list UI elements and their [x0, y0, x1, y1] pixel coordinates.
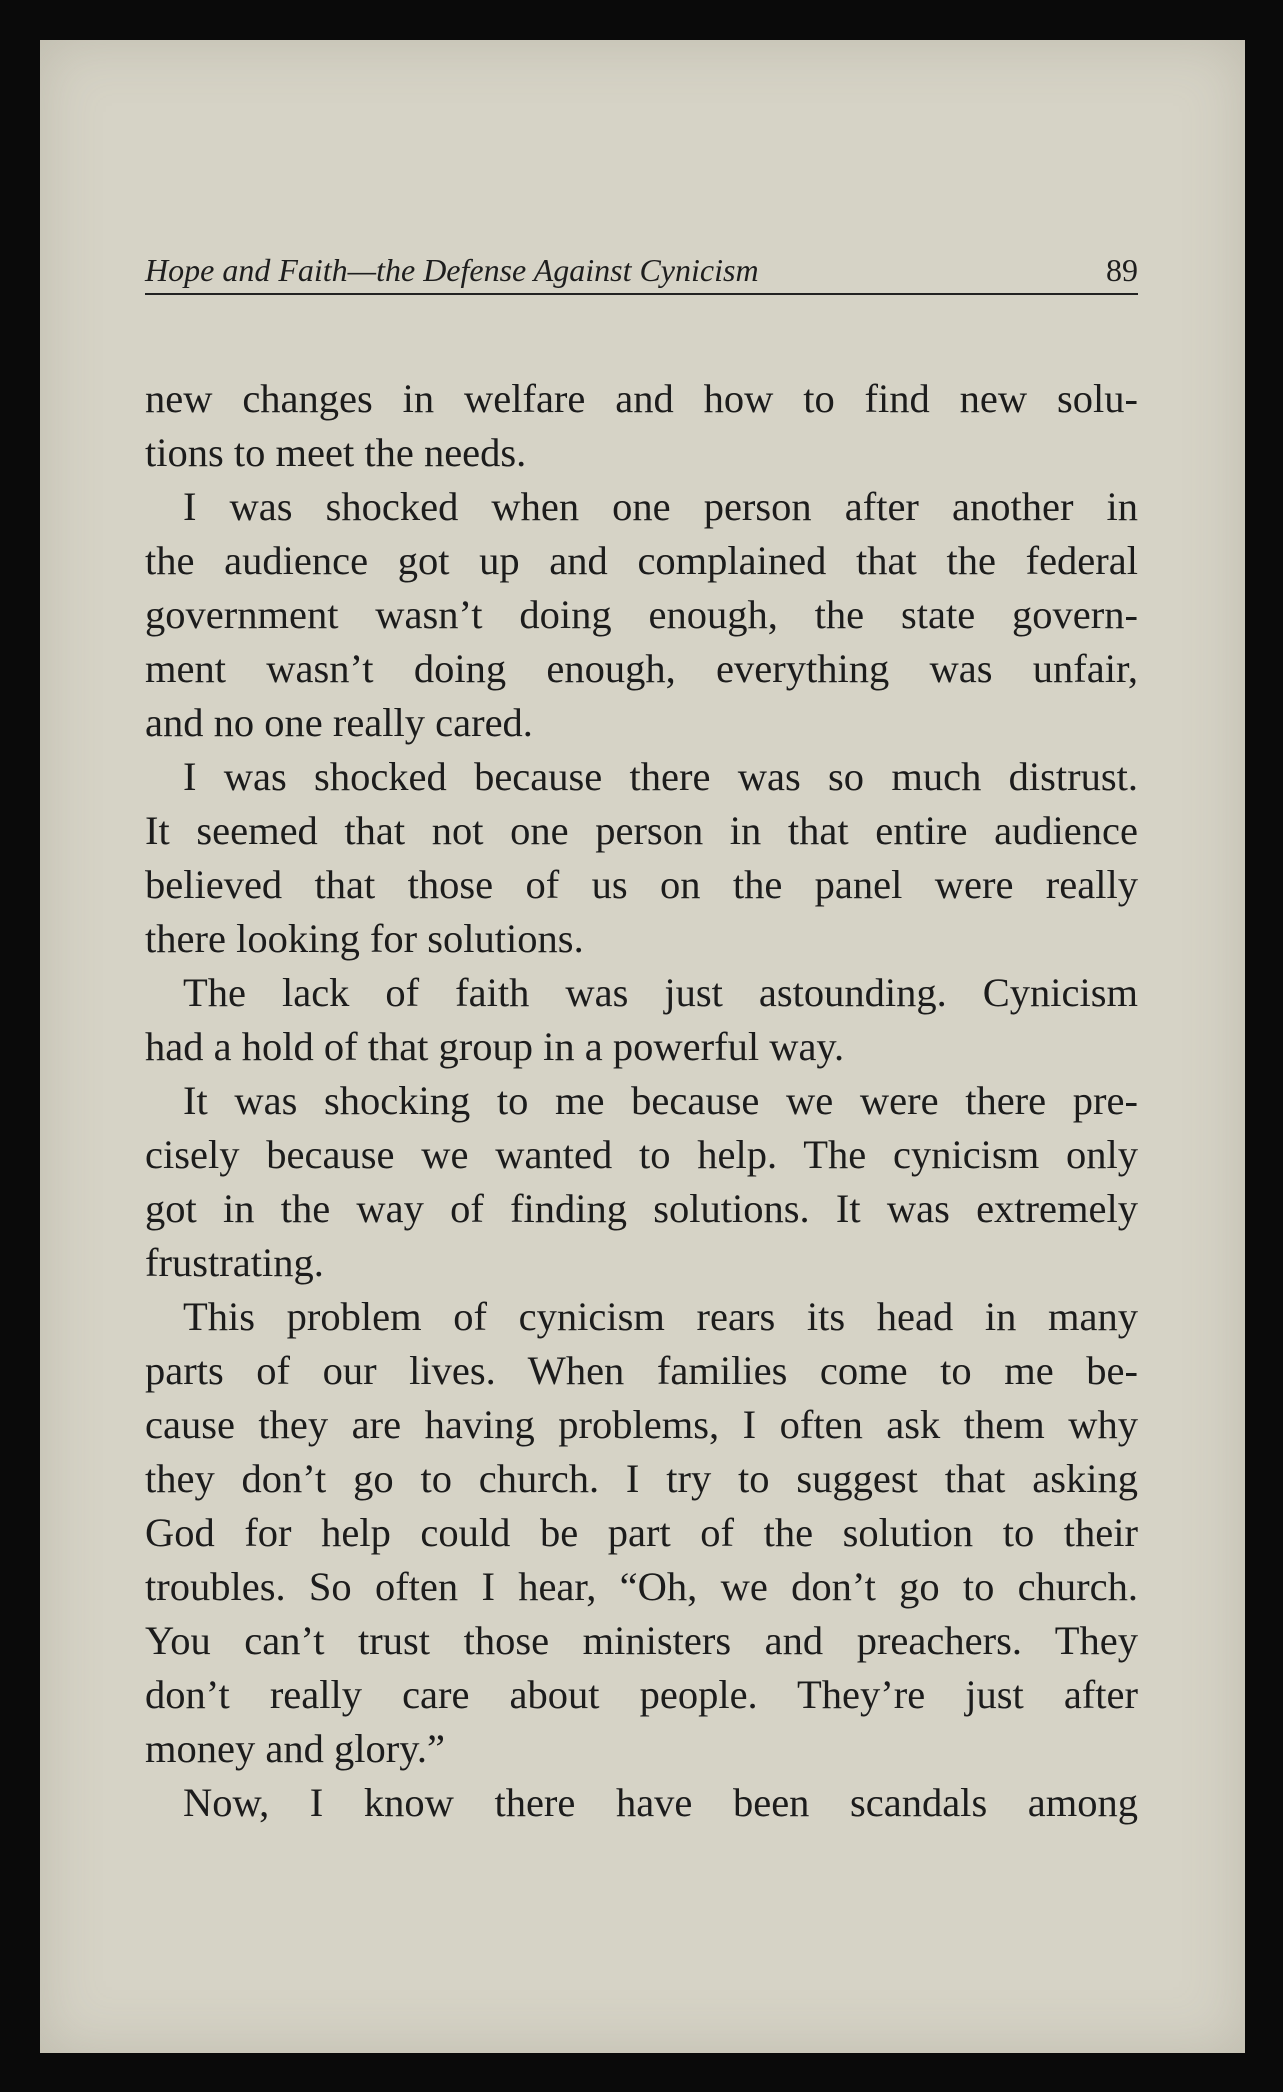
- text-line: cisely because we wanted to help. The cynicism only: [145, 1132, 1138, 1177]
- text-line: got in the way of finding solutions. It was extremely: [145, 1186, 1138, 1231]
- text-line: Now, I know there have been scandals among: [183, 1780, 1138, 1825]
- text-line: parts of our lives. When families come to me be-: [145, 1348, 1138, 1393]
- running-header: [145, 253, 1138, 295]
- text-line: I was shocked when one person after another in: [183, 484, 1138, 529]
- text-line: government wasn’t doing enough, the state govern-: [145, 592, 1138, 637]
- text-line: and no one really cared.: [145, 700, 533, 745]
- text-line: money and glory.”: [145, 1726, 445, 1771]
- text-line: the audience got up and complained that the federal: [145, 538, 1138, 583]
- text-line: they don’t go to church. I try to suggest that asking: [145, 1456, 1138, 1501]
- text-line: God for help could be part of the solution to their: [145, 1510, 1138, 1555]
- text-line: tions to meet the needs.: [145, 430, 527, 475]
- text-line: The lack of faith was just astounding. Cynicism: [183, 970, 1138, 1015]
- text-line: troubles. So often I hear, “Oh, we don’t go to church.: [145, 1564, 1138, 1609]
- text-line: new changes in welfare and how to find new solu-: [145, 376, 1138, 421]
- text-line: It seemed that not one person in that entire audience: [145, 808, 1138, 853]
- text-line: ment wasn’t doing enough, everything was unfair,: [145, 646, 1138, 691]
- text-line: don’t really care about people. They’re just after: [145, 1672, 1138, 1717]
- text-line: cause they are having problems, I often ask them why: [145, 1402, 1138, 1447]
- text-line: You can’t trust those ministers and preachers. They: [145, 1618, 1138, 1663]
- text-line: believed that those of us on the panel were really: [145, 862, 1138, 907]
- running-title: Hope and Faith—the Defense Against Cynicism: [145, 252, 759, 288]
- text-line: It was shocking to me because we were there pre-: [183, 1078, 1138, 1123]
- text-line: frustrating.: [145, 1240, 324, 1285]
- text-line: I was shocked because there was so much distrust.: [183, 754, 1138, 799]
- book-page: [40, 40, 1245, 2053]
- text-line: had a hold of that group in a powerful way.: [145, 1024, 845, 1069]
- body-text: [145, 372, 1138, 1830]
- text-line: This problem of cynicism rears its head in many: [183, 1294, 1138, 1339]
- text-line: there looking for solutions.: [145, 916, 584, 961]
- page-number: 89: [1106, 252, 1138, 288]
